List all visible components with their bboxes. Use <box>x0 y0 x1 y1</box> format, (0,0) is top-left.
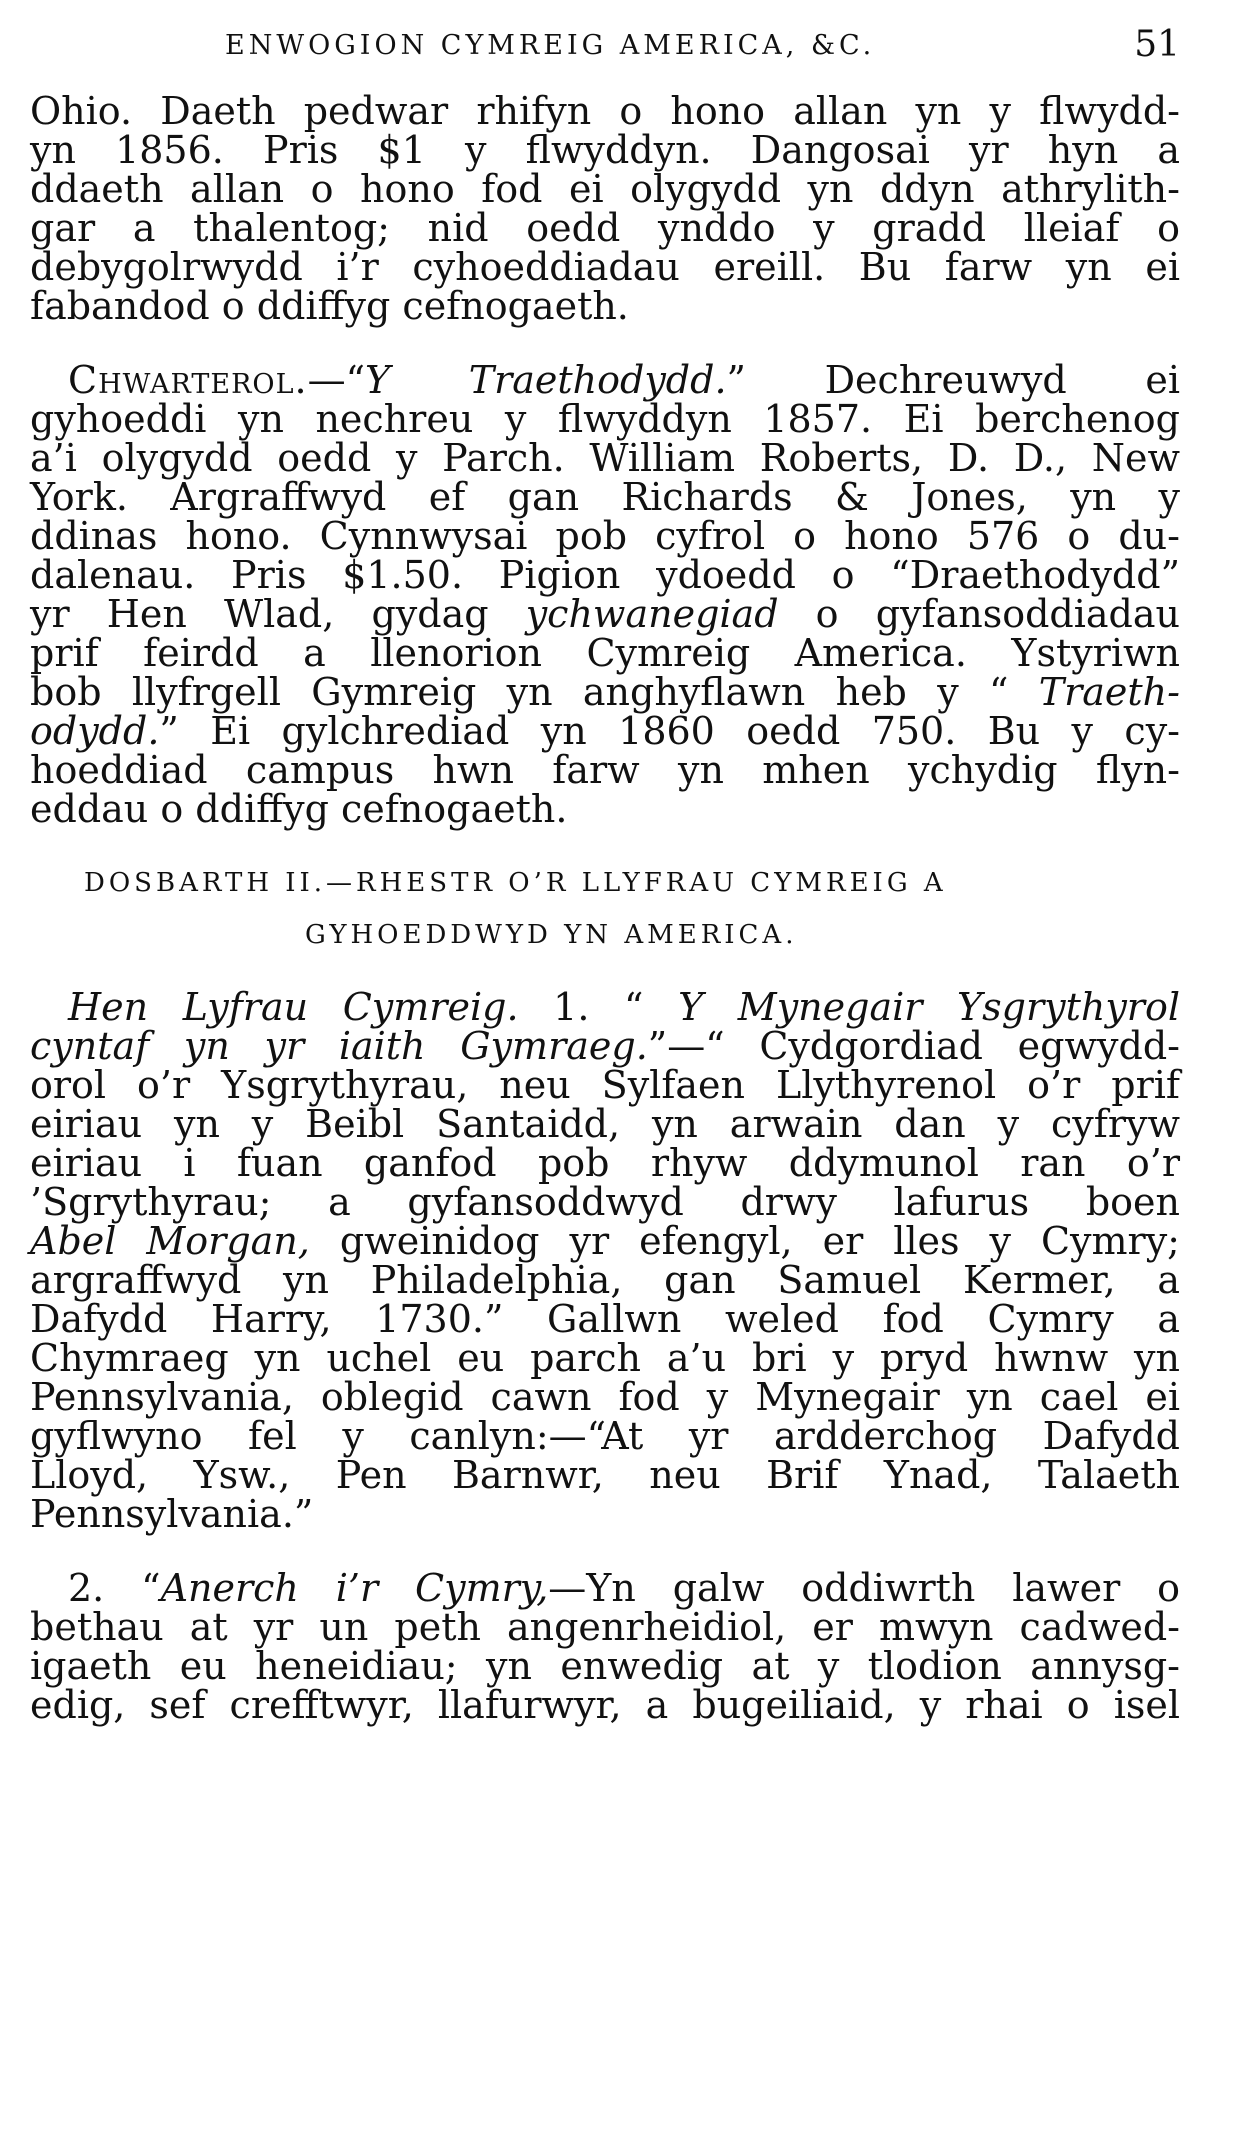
text-line: York. Argraffwyd ef gan Richards & Jones, yn y <box>30 475 1180 519</box>
text-line: gyflwyno fel y canlyn:—“At yr ardderchog Dafydd <box>30 1414 1180 1458</box>
text-run: ” Dechreuwyd ei <box>726 358 1180 402</box>
italic-word: Hen Lyfrau Cymreig. <box>68 985 519 1029</box>
text-run: yr Hen Wlad, gydag <box>30 592 526 636</box>
text-line: ddinas hono. Cynnwysai pob cyfrol o hono 576 o du- <box>30 514 1180 558</box>
running-head <box>30 22 1180 72</box>
text-line: bethau at yr un peth angenrheidiol, er mwyn cadwed- <box>30 1605 1180 1649</box>
text-line: debygolrwydd i’r cyhoeddiadau ereill. Bu farw yn ei <box>30 245 1180 289</box>
text-line: Dafydd Harry, 1730.” Gallwn weled fod Cymry a <box>30 1297 1180 1341</box>
section-heading-line: DOSBARTH II.—RHESTR O’R LLYFRAU CYMREIG A <box>84 868 947 898</box>
text-line: Lloyd, Ysw., Pen Barnwr, neu Brif Ynad, Talaeth <box>30 1453 1180 1497</box>
running-title: ENWOGION CYMREIG AMERICA, &C. <box>225 30 876 61</box>
text-run: —Yn galw oddiwrth lawer o <box>548 1566 1180 1610</box>
text-line: orol o’r Ysgrythyrau, neu Sylfaen Llythyrenol o’r prif <box>30 1063 1180 1107</box>
italic-word: cyntaf yn yr iaith Gymraeg. <box>30 1024 648 1068</box>
lead-dash: —“ <box>307 358 366 402</box>
text-line: fabandod o ddiffyg cefnogaeth. <box>30 284 629 328</box>
text-run: ” Ei gylchrediad yn 1860 oedd 750. Bu y cy- <box>159 709 1180 753</box>
text-line: Ohio. Daeth pedwar rhifyn o hono allan yn y flwydd- <box>30 89 1180 133</box>
text-line: gyhoeddi yn nechreu y flwyddyn 1857. Ei berchenog <box>30 397 1180 441</box>
text-run: 1. “ <box>518 985 679 1029</box>
text-line: hoeddiad campus hwn farw yn mhen ychydig flyn- <box>30 748 1180 792</box>
text-line: gar a thalentog; nid oedd ynddo y gradd lleiaf o <box>30 206 1180 250</box>
text-line: Pennsylvania.” <box>30 1492 314 1536</box>
page-number: 51 <box>1134 24 1180 65</box>
italic-word: Traeth- <box>1038 670 1180 714</box>
section-lead: Chwarterol. <box>68 358 308 402</box>
text-line: argraffwyd yn Philadelphia, gan Samuel Kermer, a <box>30 1258 1180 1302</box>
text-run: 2. “ <box>68 1566 161 1610</box>
text-line: ddaeth allan o hono fod ei olygydd yn ddyn athrylith- <box>30 167 1180 211</box>
italic-word: odydd. <box>30 709 160 753</box>
text-run: ”—“ Cydgordiad egwydd- <box>647 1024 1180 1068</box>
italic-word: Anerch i’r Cymry, <box>160 1566 549 1610</box>
periodical-title: Y Traethodydd. <box>365 358 727 402</box>
section-heading-line: GYHOEDDWYD YN AMERICA. <box>305 920 798 950</box>
text-line: eiriau i fuan ganfod pob rhyw ddymunol ran o’r <box>30 1141 1180 1185</box>
text-line: ’Sgrythyrau; a gyfansoddwyd drwy lafurus boen <box>30 1180 1180 1224</box>
italic-word: ychwanegiad <box>525 592 779 636</box>
text-line: Chymraeg yn uchel eu parch a’u bri y pryd hwnw yn <box>30 1336 1180 1380</box>
text-line: Pennsylvania, oblegid cawn fod y Mynegair yn cael ei <box>30 1375 1180 1419</box>
italic-word: Abel Morgan, <box>30 1219 310 1263</box>
text-line: eddau o ddiffyg cefnogaeth. <box>30 787 568 831</box>
text-line: eiriau yn y Beibl Santaidd, yn arwain dan y cyfryw <box>30 1102 1180 1146</box>
text-line: prif feirdd a llenorion Cymreig America. Ystyriwn <box>30 631 1180 675</box>
text-line: yn 1856. Pris $1 y flwyddyn. Dangosai yr hyn a <box>30 128 1180 172</box>
text-line: dalenau. Pris $1.50. Pigion ydoedd o “Draethodydd” <box>30 553 1180 597</box>
text-line: a’i olygydd oedd y Parch. William Roberts, D. D., New <box>30 436 1180 480</box>
italic-word: Y Mynegair Ysgrythyrol <box>678 985 1180 1029</box>
text-line: igaeth eu heneidiau; yn enwedig at y tlodion annysg- <box>30 1644 1180 1688</box>
text-run: gweinidog yr efengyl, er lles y Cymry; <box>309 1219 1180 1263</box>
text-run: bob llyfrgell Gymreig yn anghyflawn heb y “ <box>30 670 1039 714</box>
text-line: edig, sef crefftwyr, llafurwyr, a bugeiliaid, y rhai o isel <box>30 1683 1180 1727</box>
text-run: o gyfansoddiadau <box>778 592 1180 636</box>
